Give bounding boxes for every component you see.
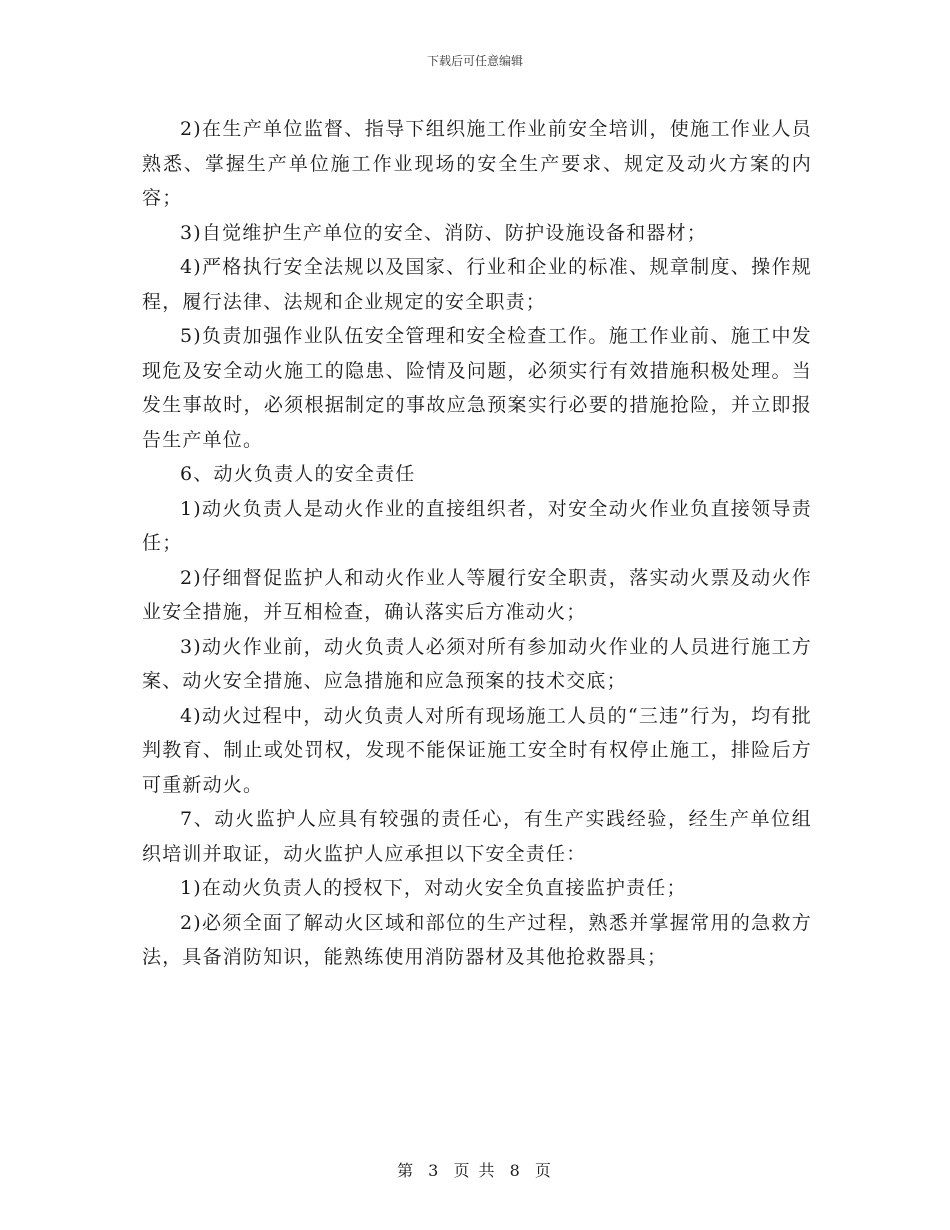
page-number-footer [0, 1158, 950, 1181]
footer-suffix: 页 [534, 1161, 553, 1180]
total-pages-number: 8 [509, 1161, 522, 1180]
current-page-number: 3 [428, 1161, 441, 1180]
page-header: 下载后可任意编辑 [426, 54, 523, 68]
paragraph: 5)负责加强作业队伍安全管理和安全检查工作。施工作业前、施工中发现危及安全动火施工的隐患、险情及问题，必须实行有效措施积极处理。当发生事故时，必须根据制定的事故应急预案实行必要的措施抢险，并立即报告生产单位。 [142, 325, 812, 451]
paragraph: 3)动火作业前，动火负责人必须对所有参加动火作业的人员进行施工方案、动火安全措施、应急措施和应急预案的技术交底； [142, 635, 812, 692]
paragraph: 4)严格执行安全法规以及国家、行业和企业的标准、规章制度、操作规程，履行法律、法规和企业规定的安全职责； [142, 256, 812, 313]
paragraph: 4)动火过程中，动火负责人对所有现场施工人员的“三违”行为，均有批判教育、制止或处罚权，发现不能保证施工安全时有权停止施工，排险后方可重新动火。 [142, 704, 812, 796]
footer-middle: 页 共 [453, 1161, 497, 1180]
paragraph: 1)在动火负责人的授权下，对动火安全负直接监护责任； [180, 877, 687, 899]
document-body [142, 112, 812, 975]
paragraph: 2)仔细督促监护人和动火作业人等履行安全职责，落实动火票及动火作业安全措施，并互相检查，确认落实后方准动火； [142, 566, 812, 623]
footer-prefix: 第 [397, 1161, 416, 1180]
paragraph: 3)自觉维护生产单位的安全、消防、防护设施设备和器材； [180, 221, 707, 244]
section-heading: 6、动火负责人的安全责任 [180, 463, 416, 485]
section-heading: 7、动火监护人应具有较强的责任心，有生产实践经验，经生产单位组织培训并取证，动火监护人应承担以下安全责任： [142, 808, 812, 865]
paragraph: 2)必须全面了解动火区域和部位的生产过程，熟悉并掌握常用的急救方法，具备消防知识，能熟练使用消防器材及其他抢救器具； [142, 911, 812, 968]
paragraph: 1)动火负责人是动火作业的直接组织者，对安全动火作业负直接领导责任； [142, 497, 812, 554]
paragraph: 2)在生产单位监督、指导下组织施工作业前安全培训，使施工作业人员熟悉、掌握生产单位施工作业现场的安全生产要求、规定及动火方案的内容； [142, 118, 812, 209]
